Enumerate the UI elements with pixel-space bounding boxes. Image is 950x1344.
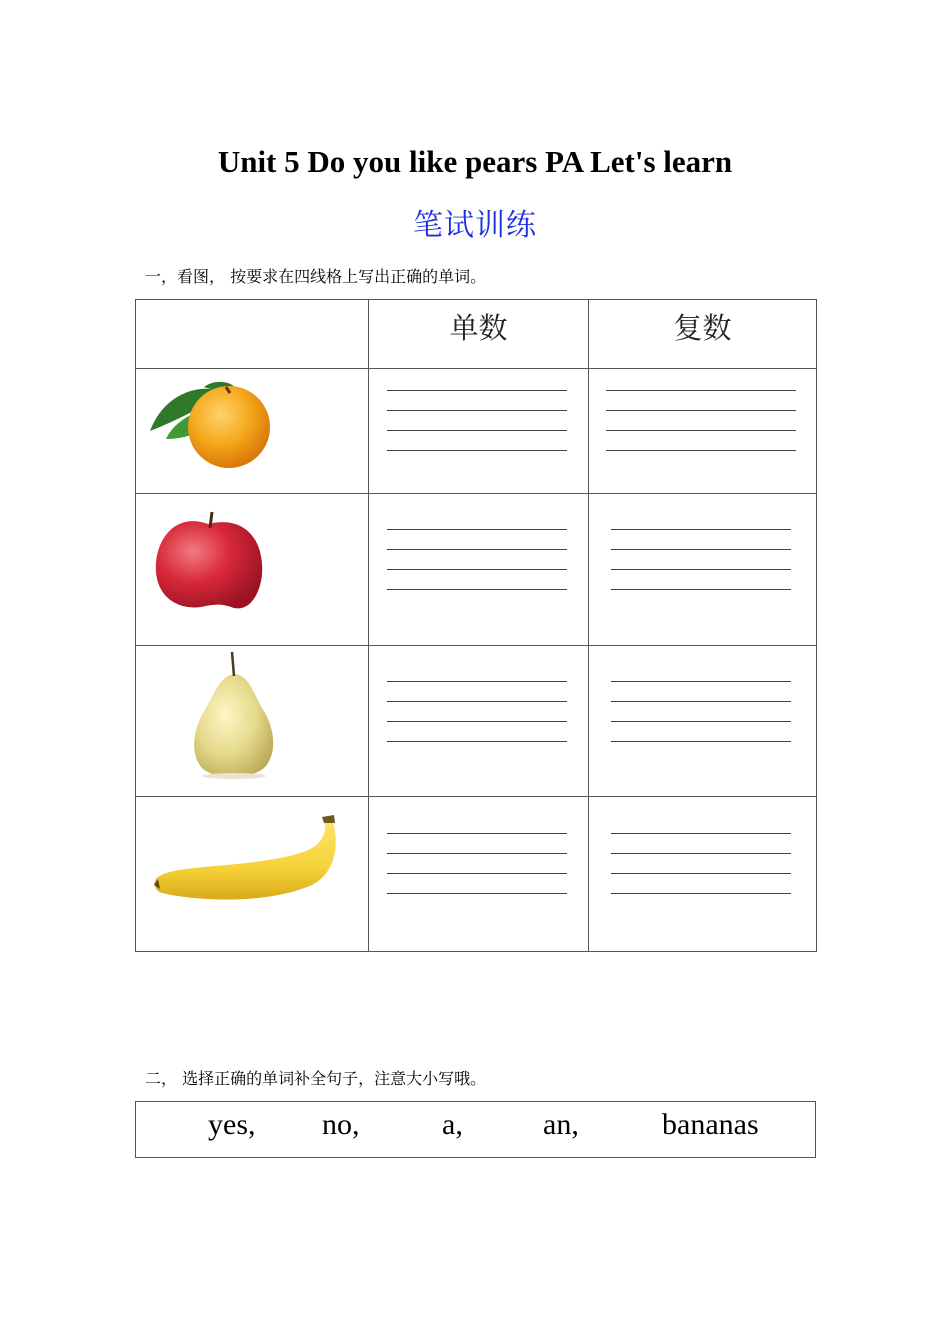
pear-icon: [136, 646, 369, 796]
table-row: [136, 494, 817, 646]
writing-grid-table: [135, 299, 817, 952]
singular-writing-cell[interactable]: [369, 369, 589, 494]
plural-header: 复数: [589, 300, 817, 369]
picture-cell: [136, 646, 369, 797]
page-title: Unit 5 Do you like pears PA Let's learn: [217, 144, 733, 179]
word-bank-item: a,: [442, 1108, 463, 1141]
singular-writing-cell[interactable]: [369, 646, 589, 797]
word-bank-item: no,: [322, 1108, 360, 1141]
singular-writing-cell[interactable]: [369, 494, 589, 646]
table-row: [136, 646, 817, 797]
word-bank-item: an,: [543, 1108, 579, 1141]
word-bank-box: [135, 1101, 816, 1158]
singular-writing-cell[interactable]: [369, 797, 589, 952]
singular-header: 单数: [369, 300, 589, 369]
banana-icon: [136, 797, 369, 951]
table-header-row: [136, 300, 817, 369]
apple-icon: [136, 494, 369, 645]
picture-cell: [136, 797, 369, 952]
picture-cell: [136, 369, 369, 494]
table-row: [136, 369, 817, 494]
orange-icon: [136, 369, 369, 493]
picture-cell: [136, 494, 369, 646]
part2-instruction: 二， 选择正确的单词补全句子，注意大小写哦。: [145, 1069, 487, 1088]
plural-writing-cell[interactable]: [589, 494, 817, 646]
empty-header-cell: [136, 300, 369, 369]
part1-instruction: 一，看图， 按要求在四线格上写出正确的单词。: [145, 267, 487, 286]
table-row: [136, 797, 817, 952]
page-subtitle: 笔试训练: [413, 208, 537, 243]
plural-writing-cell[interactable]: [589, 797, 817, 952]
word-bank-item: bananas: [662, 1108, 759, 1141]
word-bank-item: yes,: [208, 1108, 256, 1141]
plural-writing-cell[interactable]: [589, 646, 817, 797]
plural-writing-cell[interactable]: [589, 369, 817, 494]
